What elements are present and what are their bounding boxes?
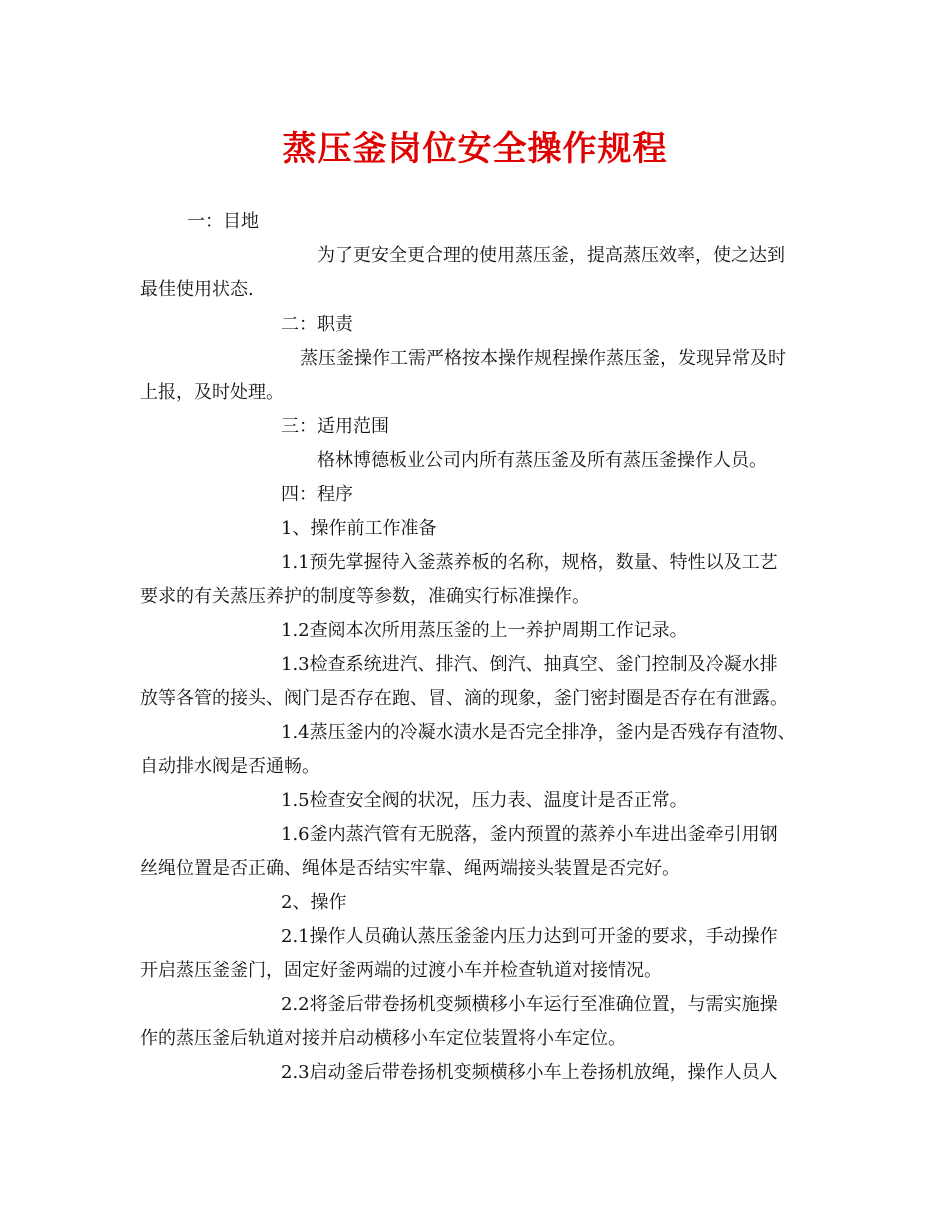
section-heading-procedure: 四：程序 [281,484,353,505]
paragraph-line: 1.5检查安全阀的状况，压力表、温度计是否正常。 [281,790,688,811]
paragraph-line: 开启蒸压釜釜门，固定好釜两端的过渡小车并检查轨道对接情况。 [140,960,662,981]
subsection-heading: 2、操作 [281,892,347,913]
paragraph-line: 1.1预先掌握待入釜蒸养板的名称，规格，数量、特性以及工艺 [281,552,778,573]
section-heading-purpose: 一：目地 [187,211,259,232]
paragraph-line: 蒸压釜操作工需严格按本操作规程操作蒸压釜，发现异常及时 [300,348,786,369]
paragraph-line: 2.1操作人员确认蒸压釜釜内压力达到可开釜的要求，手动操作 [281,926,778,947]
paragraph-line: 2.2将釜后带卷扬机变频横移小车运行至准确位置，与需实施操 [281,994,778,1015]
paragraph-line: 格林博德板业公司内所有蒸压釜及所有蒸压釜操作人员。 [317,450,767,471]
paragraph-line: 1.6釜内蒸汽管有无脱落，釜内预置的蒸养小车进出釜牵引用钢 [281,824,778,845]
section-heading-duties: 二：职责 [281,314,353,335]
paragraph-line: 1.2查阅本次所用蒸压釜的上一养护周期工作记录。 [281,620,688,641]
paragraph-line: 放等各管的接头、阀门是否存在跑、冒、滴的现象，釜门密封圈是否存在有泄露。 [140,688,788,709]
subsection-heading: 1、操作前工作准备 [281,518,437,539]
paragraph-line: 要求的有关蒸压养护的制度等参数，准确实行标准操作。 [140,586,590,607]
paragraph-line: 上报，及时处理。 [140,382,284,403]
paragraph-line: 作的蒸压釜后轨道对接并启动横移小车定位装置将小车定位。 [140,1028,626,1049]
paragraph-line: 2.3启动釜后带卷扬机变频横移小车上卷扬机放绳，操作人员人 [281,1062,778,1083]
paragraph-line: 自动排水阀是否通畅。 [140,756,320,777]
paragraph-line: 为了更安全更合理的使用蒸压釜，提高蒸压效率，使之达到 [317,245,785,266]
section-heading-scope: 三：适用范围 [281,416,389,437]
paragraph-line: 1.3检查系统进汽、排汽、倒汽、抽真空、釜门控制及冷凝水排 [281,654,778,675]
document-title: 蒸压釜岗位安全操作规程 [282,129,668,169]
paragraph-line: 最佳使用状态. [140,279,254,300]
paragraph-line: 丝绳位置是否正确、绳体是否结实牢靠、绳两端接头装置是否完好。 [140,858,680,879]
paragraph-line: 1.4蒸压釜内的冷凝水渍水是否完全排净，釜内是否残存有渣物、 [281,722,796,743]
